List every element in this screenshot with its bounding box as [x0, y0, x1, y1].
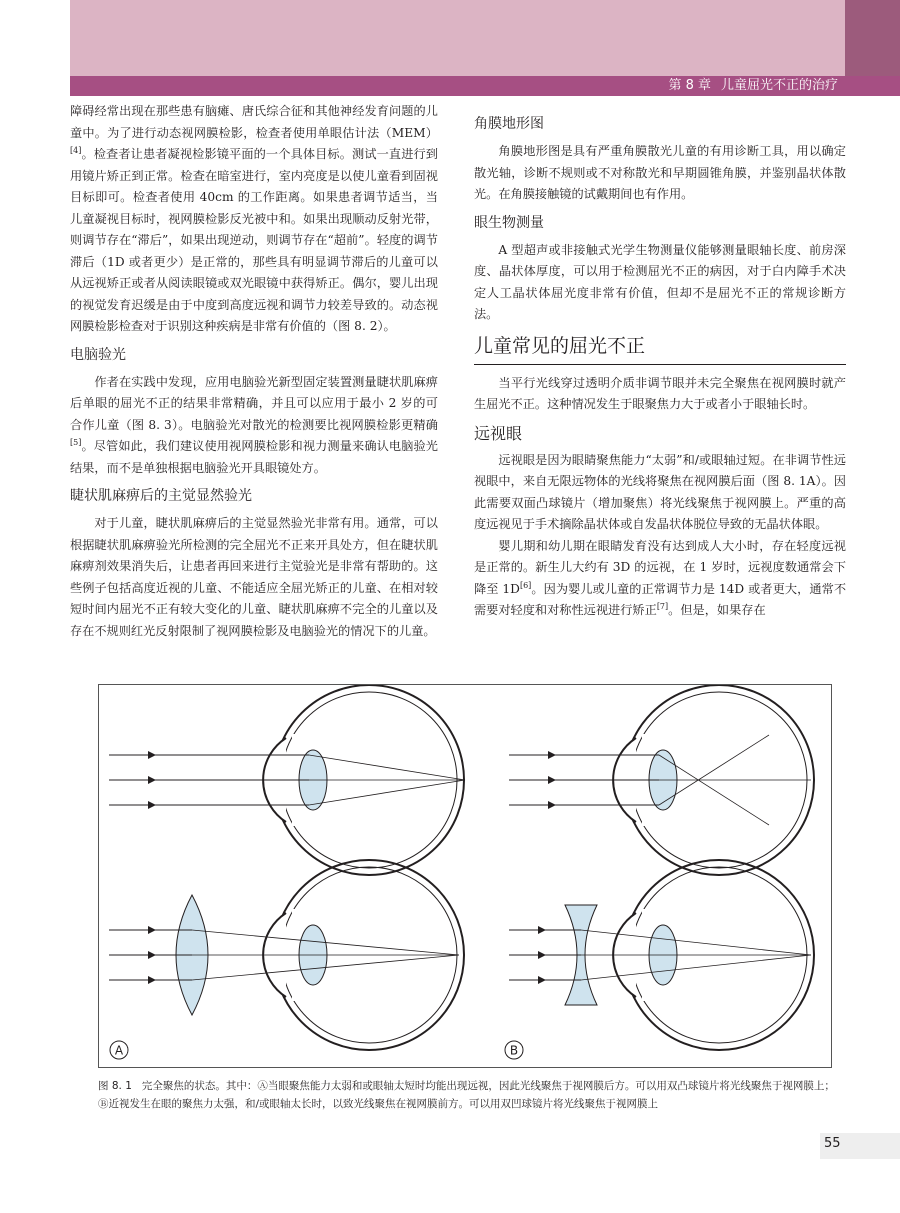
eye-hyperopia-uncorrected	[109, 685, 465, 875]
left-column	[70, 101, 438, 642]
paragraph-mem: 障碍经常出现在那些患有脑瘫、唐氏综合征和其他神经发育问题的儿童中。为了进行动态视网膜检影，检查者使用单眼估计法（MEM）[4]。检查者让患者凝视检影镜平面的一个具体目标。测试一直进行到用镜片矫正到正常。检查在暗室进行，室内亮度是以使儿童看到固视目标即可。检查者使用 40cm 的工作距离。如果患者调节适当，当儿童凝视目标时，视网膜检影反光被中和。如果出现顺动反射光带，则调节存在“滞后”，如果出现逆动，则调节存在“超前”。轻度的调节滞后（1D 或者更少）是正常的，那些具有明显调节滞后的儿童可以从远视矫正或者从阅读眼镜或双光眼镜中获得矫正。偶尔，婴儿出现的视觉发育迟缓是由于中度到高度远视和调节力较差导致的。动态视网膜检影检查对于识别这种疾病是非常有价值的（图 8. 2）。	[70, 104, 438, 333]
paragraph-biometry: A 型超声或非接触式光学生物测量仪能够测量眼轴长度、前房深度、晶状体厚度，可以用于检测屈光不正的病因，对于白内障手术决定人工晶状体屈光度非常有价值，但却不是屈光不正的常规诊断方法。	[474, 242, 846, 321]
paragraph-corneal-topography: 角膜地形图是具有严重角膜散光儿童的有用诊断工具，用以确定散光轴，诊断不规则或不对称散光和早期圆锥角膜，并鉴别晶状体散光。在角膜接触镜的试戴期间也有作用。	[474, 144, 846, 201]
heading-corneal-topography: 角膜地形图	[474, 116, 544, 132]
paragraph-subjective-refraction: 对于儿童，睫状肌麻痹后的主觉显然验光非常有用。通常，可以根据睫状肌麻痹验光所检测的完全屈光不正来开具处方，但在睫状肌麻痹剂效果消失后，让患者再回来进行主觉验光是非常有帮助的。这些例子包括高度近视的儿童、不能适应全屈光矫正的儿童、在相对较短时间内屈光不正有较大变化的儿童、睫状肌麻痹不完全的儿童以及存在不规则红光反射限制了视网膜检影及电脑验光的情况下的儿童。	[70, 516, 438, 638]
chapter-title: 儿童屈光不正的治疗	[720, 78, 838, 93]
right-column	[474, 101, 846, 622]
svg-text:B: B	[509, 1043, 519, 1058]
paragraph-hyperopia-2: 婴儿期和幼儿期在眼睛发育没有达到成人大小时，存在轻度远视是正常的。新生儿大约有 3D 的远视，在 1 岁时，远视度数通常会下降至 1D[6]。因为婴儿或儿童的正常调节力是 14D 或者更大，通常不需要对轻度和对称性远视进行矫正[7]。但是，如果存在	[474, 538, 847, 617]
figure-label-a	[110, 1041, 128, 1059]
eye-diagrams	[99, 685, 831, 1067]
paragraph-common-refractive-errors: 当平行光线穿过透明介质非调节眼并未完全聚焦在视网膜时就产生屈光不正。这种情况发生于眼聚焦力大于或者小于眼轴长时。	[474, 375, 846, 411]
paragraph-hyperopia-1: 远视眼是因为眼睛聚焦能力“太弱”和/或眼轴过短。在非调节性远视眼中，来自无限远物体的光线将聚焦在视网膜后面（图 8. 1A）。因此需要双面凸球镜片（增加聚焦）将光线聚焦于视网膜上。严重的高度远视见于手术摘除晶状体或自发晶状体脱位导致的无晶状体眼。	[474, 452, 846, 531]
figure-8-1	[98, 684, 832, 1068]
eye-myopia-uncorrected	[509, 685, 814, 875]
heading-biometry: 眼生物测量	[474, 214, 544, 231]
paragraph-computer-refraction: 作者在实践中发现，应用电脑验光新型固定装置测量睫状肌麻痹后单眼的屈光不正的结果非常精确，并且可以应用于最小 2 岁的可合作儿童（图 8. 3）。电脑验光对散光的检测要比视网膜检影更精确[5]。尽管如此，我们建议使用视网膜检影和视力测量来确认电脑验光结果，而不是单独根据电脑验光开具眼镜处方。	[70, 374, 438, 475]
svg-text:A: A	[114, 1043, 124, 1058]
caption-label: 图 8. 1	[98, 1080, 132, 1092]
eye-myopia-corrected	[509, 860, 814, 1050]
figure-caption	[98, 1077, 838, 1113]
chapter-header	[70, 76, 900, 96]
figure-label-b	[505, 1041, 523, 1059]
heading-subjective-refraction: 睫状肌麻痹后的主觉显然验光	[70, 488, 252, 504]
heading-computer-refraction: 电脑验光	[70, 346, 126, 363]
heading-hyperopia: 远视眼	[474, 423, 523, 443]
page-number: 55	[824, 1136, 841, 1151]
eye-hyperopia-corrected	[109, 860, 464, 1050]
chapter-number: 第 8 章	[668, 78, 711, 93]
header-band	[70, 0, 845, 76]
caption-text: 完全聚焦的状态。其中：Ⓐ当眼聚焦能力太弱和或眼轴太短时均能出现远视，因此光线聚焦于视网膜后方。可以用双凸球镜片将光线聚焦于视网膜上；Ⓑ近视发生在眼的聚焦力太强，和/或眼轴太长时，以致光线聚焦在视网膜前方。可以用双凹球镜片将光线聚焦于视网膜上	[98, 1080, 835, 1110]
heading-common-refractive-errors: 儿童常见的屈光不正	[474, 332, 846, 365]
